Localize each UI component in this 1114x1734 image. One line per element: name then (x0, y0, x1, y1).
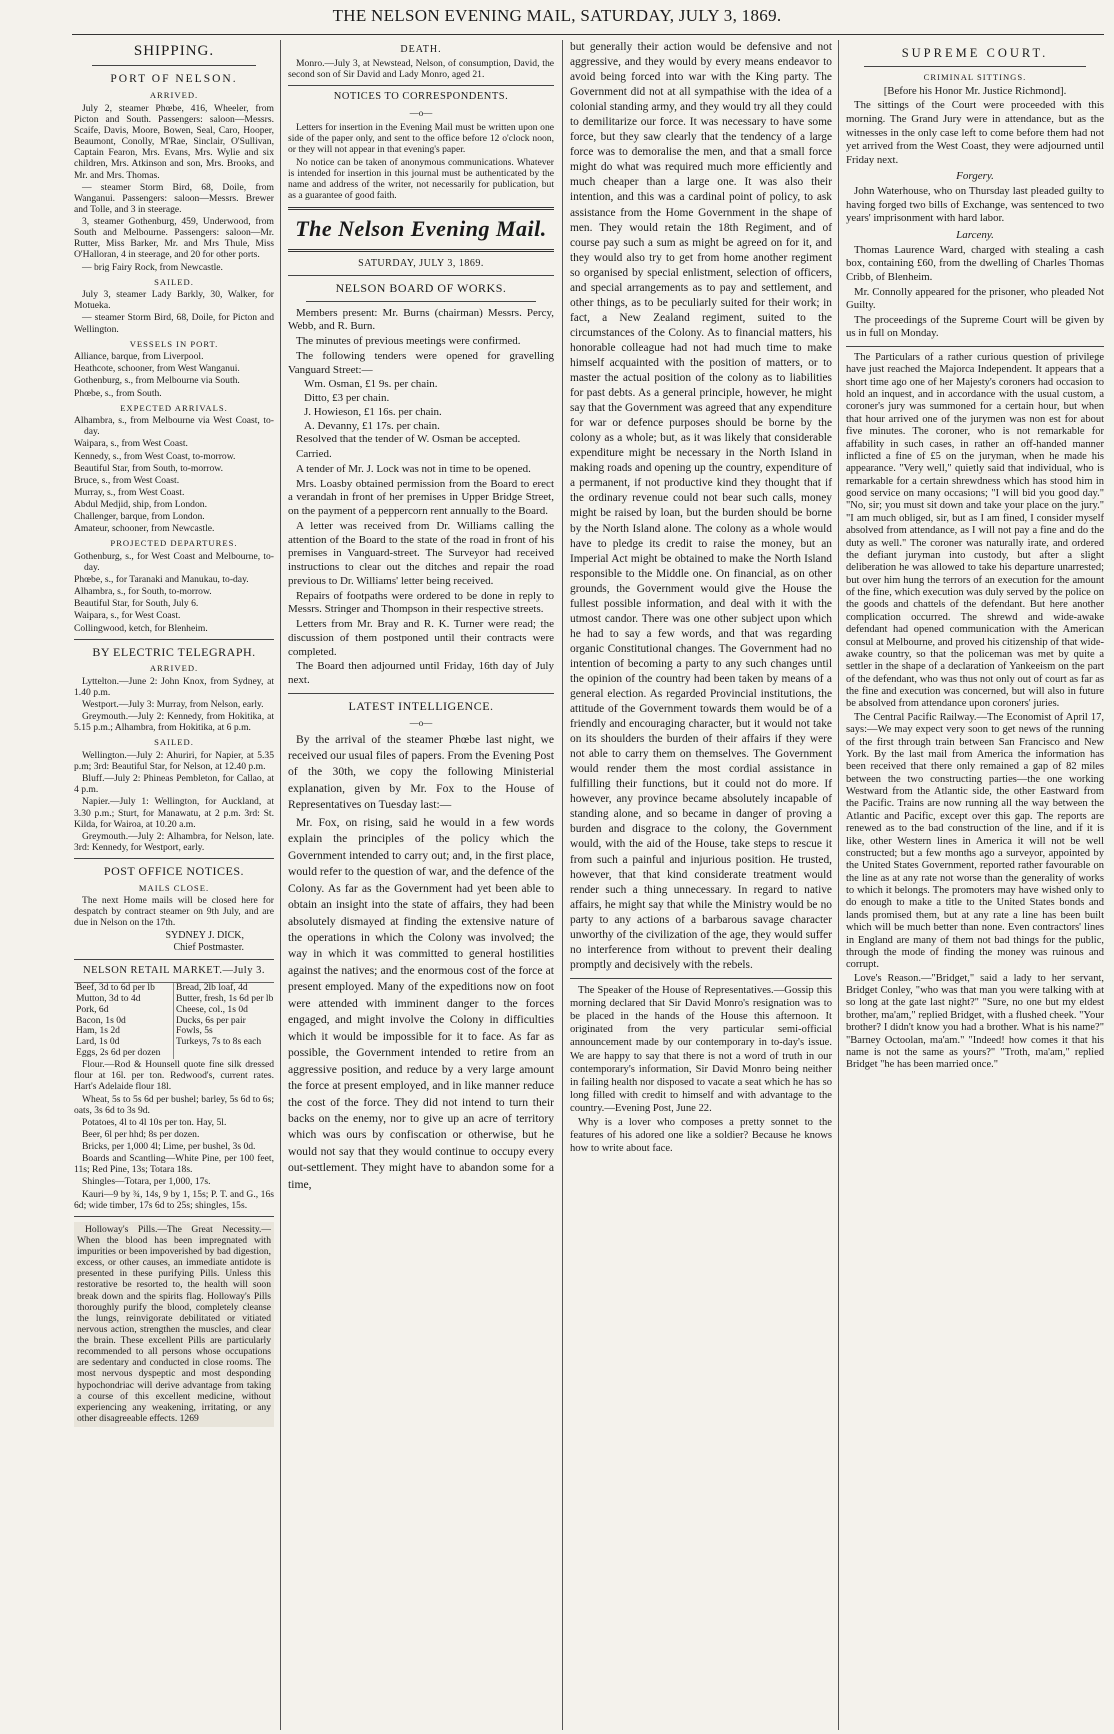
telegraph-entry: Wellington.—July 2: Ahuriri, for Napier, at 5.35 p.m; 3rd: Beautiful Star, for Nelson, at 12.40 p.m. (74, 749, 274, 773)
market-note: Bricks, per 1,000 4l; Lime, per bushel, 3s 0d. (82, 1141, 256, 1153)
expected-entry: Bruce, s., from West Coast. (74, 474, 180, 486)
market-cell: Mutton, 3d to 4d (74, 994, 174, 1005)
divider (74, 858, 274, 859)
expected-entry: Murray, s., from West Coast. (74, 486, 185, 498)
mails-notice: The next Home mails will be closed here for despatch by contract steamer on 9th July, and are due in Nelson on the 17th. (74, 895, 274, 929)
board-paragraph: Carried. (296, 448, 332, 461)
projected-entry: Phœbe, s., for Taranaki and Manukau, to-day. (74, 574, 249, 586)
arrival-entry: — brig Fairy Rock, from Newcastle. (82, 261, 223, 273)
divider (92, 65, 256, 66)
market-cell: Beef, 3d to 6d per lb (74, 983, 174, 994)
correspondent-notice: No notice can be taken of anonymous communications. Whatever is intended for insertion in this journal must be authenticated by the name and address of the writer, not necessarily for publication, but as a guarantee of good faith. (288, 156, 554, 201)
vessel-entry: Phœbe, s., from South. (74, 387, 162, 399)
telegraph-heading: BY ELECTRIC TELEGRAPH. (92, 644, 256, 659)
projected-entry: Collingwood, ketch, for Blenheim. (74, 622, 208, 634)
mails-heading: MAILS CLOSE. (138, 882, 210, 893)
column-court (842, 40, 1108, 1730)
telegraph-entry: Lyttelton.—June 2: John Knox, from Sydney, at 1.40 p.m. (74, 675, 274, 698)
divider (306, 301, 536, 302)
arrived-heading: ARRIVED. (149, 90, 199, 101)
column-continued (566, 40, 836, 1730)
court-judge: [Before his Honor Mr. Justice Richmond]. (883, 84, 1067, 97)
paper-date: SATURDAY, JULY 3, 1869. (358, 257, 484, 269)
larceny-paragraph: The proceedings of the Supreme Court will be given by us in full on Monday. (846, 313, 1104, 340)
projected-entry: Waipara, s., for West Coast. (74, 610, 181, 622)
tender-line: Ditto, £3 per chain. (304, 392, 390, 405)
death-heading: DEATH. (400, 44, 442, 55)
sailed-entry: July 3, steamer Lady Barkly, 30, Walker, for Motueka. (74, 289, 274, 312)
projected-entry: Beautiful Star, for South, July 6. (74, 598, 199, 610)
speaker-paragraph: The Speaker of the House of Representatives.—Gossip this morning declared that Sir David Monro's resignation was to be placed in the hands of the House this afternoon. It originated from the very particular semi-official announcement made by our contemporary in to-day's issue. We are happy to say that there is not a word of truth in our contemporary's information, Sir David Monro being neither in failing health nor disposed to vacate a seat which he has so long filled with credit to himself and with advantage to the country.—Evening Post, June 22. (570, 984, 832, 1115)
divider (288, 85, 554, 86)
board-paragraph: Letters from Mr. Bray and R. K. Turner were read; the discussion of them postponed until their contracts were completed. (288, 618, 554, 658)
death-notice: Monro.—July 3, at Newstead, Nelson, of consumption, David, the second son of Sir David and Lady Monro, aged 21. (288, 58, 554, 81)
board-paragraph: A letter was received from Dr. Williams calling the attention of the Board to the state of the road in front of his premises in Vanguard-street. The Surveyor had received instructions to clear out the ditches and repair the road previous to Dr. Williams' letter being received. (288, 519, 554, 587)
telegraph-entry: Greymouth.—July 2: Kennedy, from Hokitika, at 5.15 p.m.; Alhambra, from Hokitika, at 6 p.m. (74, 711, 274, 734)
latest-paragraph: By the arrival of the steamer Phœbe last night, we received our usual files of papers. From the Evening Post of the 30th, we copy the following Ministerial explanation, given by Mr. Fox to the House of Representatives on Tuesday last:— (288, 732, 554, 812)
market-cell: Turkeys, 7s to 8s each (176, 1036, 262, 1048)
market-note: Beer, 6l per hhd; 8s per dozen. (82, 1128, 200, 1140)
expected-entry: Waipara, s., from West Coast. (74, 438, 188, 450)
port-heading: PORT OF NELSON. (110, 73, 238, 86)
market-cell: Eggs, 2s 6d per dozen (74, 1048, 174, 1059)
divider (74, 959, 274, 960)
masthead-rule (72, 34, 1104, 35)
notices-heading: NOTICES TO CORRESPONDENTS. (333, 91, 509, 103)
arrival-entry: July 2, steamer Phœbe, 416, Wheeler, from Picton and South. Passengers: saloon—Messrs. Scaife, Davis, Moore, Bowen, Seal, Caro, Hooper, Beaumont, Conolly, M'Rae, Sinclair, O'Sullivan, Captain Fearon, Mrs. Evans, Mrs. Wylie and six children, Mrs. Atkinson and son, Mrs. Brooks, and Mr. and Mrs. Thomas. (74, 102, 274, 181)
signature-title: Chief Postmaster. (173, 941, 244, 953)
market-cell: Ham, 1s 2d (74, 1026, 174, 1037)
market-cell (174, 1048, 274, 1059)
ornament: —o— (409, 717, 433, 728)
love-reason-paragraph: Love's Reason.—"Bridget," said a lady to her servant, Bridget Conley, "who was that man you were talking with at so long at the gate last night?" "Sure, no one but my eldest brother, ma'am," replied Bridget, with a flushed cheek. "Your brother? I didn't know you had a brother. What is his name?" "Barney Octoolan, ma'am." "Indeed! how comes it that his name is not the same as yours?" "Troth, ma'am," replied Bridget "he has been married once." (846, 972, 1104, 1071)
column-shipping (70, 40, 278, 1730)
divider (288, 249, 554, 252)
court-paragraph: The sittings of the Court were proceeded with this morning. The Grand Jury were in attendance, but as the witnesses in the only case left to come before them had not yet arrived from the West Coast, they were adjourned until Friday next. (846, 99, 1104, 166)
projected-entry: Alhambra, s., for South, to-morrow. (74, 586, 212, 598)
correspondent-notice: Letters for insertion in the Evening Mail must be written upon one side of the paper only, and sent to the office before 12 o'clock noon, or they will not appear in that evening's paper. (288, 122, 554, 156)
expected-heading: EXPECTED ARRIVALS. (120, 402, 228, 413)
board-paragraph: Members present: Mr. Burns (chairman) Messrs. Percy, Webb, and R. Burn. (288, 306, 554, 333)
signature-name: SYDNEY J. DICK, (165, 929, 244, 941)
vessels-heading: VESSELS IN PORT. (129, 338, 219, 349)
larceny-heading: Larceny. (956, 228, 994, 241)
tender-line: J. Howieson, £1 16s. per chain. (304, 405, 442, 418)
divider (570, 978, 832, 979)
board-paragraph: Mrs. Loasby obtained permission from the Board to erect a verandah in front of her premises in Upper Bridge Street, on the payment of a peppercorn rent annually to the Board. (288, 477, 554, 518)
paper-title: The Nelson Evening Mail. (295, 216, 547, 242)
divider (864, 66, 1086, 67)
sailed-entry: — steamer Storm Bird, 68, Doile, for Picton and Wellington. (74, 312, 274, 335)
expected-entry: Beautiful Star, from South, to-morrow. (74, 462, 224, 474)
market-note: Wheat, 5s to 5s 6d per bushel; barley, 5s 6d to 6s; oats, 3s 6d to 3s 9d. (74, 1093, 274, 1116)
board-paragraph: The Board then adjourned until Friday, 16th day of July next. (288, 660, 554, 687)
divider (846, 346, 1104, 347)
board-heading: NELSON BOARD OF WORKS. (335, 281, 507, 296)
projected-entry: Gothenburg, s., for West Coast and Melbourne, to-day. (74, 550, 274, 573)
column-divider (838, 40, 839, 1730)
telegraph-entry: Greymouth.—July 2: Alhambra, for Nelson, late. 3rd: Kennedy, for Westport, early. (74, 830, 274, 853)
market-note: Flour.—Rod & Hounsell quote fine silk dressed flour at 16l. per ton. Redwood's, current rates. Hart's Adelaide flour 18l. (74, 1059, 274, 1093)
latest-paragraph: Mr. Fox, on rising, said he would in a few words explain the principles of the policy which the Government intended to carry out; and, in the first place, would refer to the question of war, and the defence of the Colony. As far as the Government had yet been able to obtain an insight into the state of affairs, they had been absolutely dismayed at finding the extensive nature of the operations in which the Colony was involved; the way in which it was committed to general hostilities against the natives; and the enormous cost of the force at present employed. Many of the expeditions now on foot were attended with imminent danger to the forces engaged, and might involve the Colony in difficulties which it would be impossible for it to face. As far as possible, the Government intended to retire from an aggressive position, and reduce by a very large amount the force at present employed, and in like manner reduce the cost of the force. They did not intend to turn their backs on the enemy, nor to give up an acre of territory which was ours by confiscation or otherwise, but he would not say that they would continue to occupy every out-settlement. They might have to abandon some for a time, (288, 815, 554, 1191)
board-paragraph: Resolved that the tender of W. Osman be accepted. (296, 433, 521, 446)
telegraph-entry: Napier.—July 1: Wellington, for Auckland, at 3.30 p.m.; Sturt, for Manawatu, at 2 p.m. 3rd: St. Kilda, for Wairoa, at 10.20 a.m. (74, 796, 274, 830)
post-office-heading: POST OFFICE NOTICES. (103, 864, 245, 879)
vessel-entry: Heathcote, schooner, from West Wanganui. (74, 363, 240, 375)
expected-entry: Abdul Medjid, ship, from London. (74, 499, 207, 510)
tender-line: A. Devanny, £1 17s. per chain. (304, 419, 440, 432)
column-divider (280, 40, 281, 1730)
market-cell: Butter, fresh, 1s 6d per lb (176, 992, 274, 1004)
criminal-heading: CRIMINAL SITTINGS. (923, 72, 1027, 83)
railway-paragraph: The Central Pacific Railway.—The Economist of April 17, says:—We may expect very soon to get news of the running of the first through train between San Francisco and New York. By the last mail from America the information has been received that there only remained a gap of 82 miles between the two constructing parties—the one working Westward from the Atlantic side, the other Eastward from the Pacific. Trains are now running all the way between the Atlantic and Pacific, except over this gap. The reports are renewed as to the bad construction of the line, and if it is like, other Western lines in America it will not be well constructed; but a few months ago a surveyor, appointed by the United States Government, reported rather favourable on the line as at any rate not worse than the generality of works to which it belongs. The promoters may have wished only to do enough to make a title to the United States bonds and lands promised them, but at any rate a line has been built which will be much better than none. Even contractors' lines in England are many of them not bad things for the public, through the mode of finding the money was ruinous and corrupt. (846, 711, 1104, 971)
column-editorial (284, 40, 558, 1730)
market-note: Shingles—Totara, per 1,000, 17s. (82, 1176, 211, 1188)
tel-sailed-heading: SAILED. (154, 737, 194, 748)
vessel-entry: Alliance, barque, from Liverpool. (74, 351, 204, 363)
ministerial-statement: but generally their action would be defensive and not aggressive, and they would by every means endeavor to avoid being forced into war with the King party. The Government did not at all sympathise with the idea of a colonial standing army, and they would try all they could to demilitarize our force. It was necessary to have some force, but they saw clearly that the tendency of a large force was to demoralise the men, and that a small force might do what was required much more efficiently and much cheaper than a large one. It was also their intention, and this was a cardinal point of policy, to ask assistance from the Home Government in the shape of men. They would retain the 18th Regiment, and of course pay such a sum as might be agreed on for it, and they would also try to get from home another regiment so organised by special enlistment, selection of officers, and special arrangements as to pay and settlement, and other things, as to be peculiarly suited for their work; in fact, a New Zealand regiment, suited to the circumstances of the Colony. As to financial matters, his honorable colleague had not had much time to make himself acquainted with the position of matters, or to master the actual position of the colony as to liabilities for past debts. As a general principle, however, he might say that the Government was agreed that any expenditure for war or defence purposes should be borne by the colony as a whole; but, as it was likely that considerable expenditure might be necessary in the North Island in making roads and opening up the country, expenditure of a permanent, if not productive kind they thought that if the ordinary revenue could not bear such calls, money might be raised by loan, but the burden should be borne by the North Island alone. The colony as a whole would have to pledge its credit to raise the money, but an Imperial Act might be obtained to make the North Island responsible to the Middle one. On financial, as on other grounds, the Government would give the House the fullest possible information, and deal with it with the utmost candor. There was one other subject upon which he had to say a few words, and that was regarding organic Constitutional changes. The Government had no intention of becoming a party to any such changes until the opinion of the country had been taken by means of a general election. As regarded Provincial institutions, the attitude of the Government towards them would be of a friendly and encouraging character, but it would not take on its shoulders the burden of their affairs if they were not able to carry them on themselves. The Government would render them the most cordial assistance in fulfilling their functions, but it could not do more. If however, any province became absolutely incapable of standing alone, and so became in danger of proving a burden and disgrace to the colony, the Government would, with the aid of the House, take steps to rescue it from such a painful and injurious position. He trusted, however, that that kind considerate treatment would render such a thing unnecessary. In regard to native affairs, he might say that while the Ministry would be no party to any actions of a barbarous savage character unworthy of the civilization of the age, they would suffer no interference from without to prevent their dealing promptly and decisively with the rebels. (570, 41, 832, 971)
expected-entry: Amateur, schooner, from Newcastle. (74, 523, 215, 535)
divider (288, 693, 554, 694)
market-cell: Lard, 1s 0d (74, 1037, 174, 1048)
tender-line: Wm. Osman, £1 9s. per chain. (304, 378, 438, 391)
market-cell: Bread, 2lb loaf, 4d (176, 981, 248, 993)
projected-heading: PROJECTED DEPARTURES. (110, 538, 238, 549)
shipping-heading: SHIPPING. (133, 43, 215, 59)
market-note: Potatoes, 4l to 4l 10s per ton. Hay, 5l. (82, 1116, 227, 1128)
arrival-entry: 3, steamer Gothenburg, 459, Underwood, from South and Melbourne. Passengers: saloon—Mr. Rutter, Miss Barker, Mr. and Mrs Thule, Miss O'Halloran, 4 in steerage, and 20 for other ports. (74, 216, 274, 261)
market-heading: NELSON RETAIL MARKET.—July 3. (83, 964, 265, 976)
expected-entry: Kennedy, s., from West Coast, to-morrow. (74, 450, 236, 462)
market-cell: Bacon, 1s 0d (74, 1016, 174, 1027)
divider (288, 275, 554, 276)
market-note: Boards and Scantling—White Pine, per 100 feet, 11s; Red Pine, 13s; Totara 18s. (74, 1153, 274, 1176)
forgery-paragraph: John Waterhouse, who on Thursday last pleaded guilty to having forged two bills of Exchange, was sentenced to two years' imprisonment with hard labor. (846, 185, 1104, 225)
board-paragraph: The following tenders were opened for gravelling Vanguard Street:— (288, 349, 554, 376)
board-paragraph: Repairs of footpaths were ordered to be done in reply to Messrs. Stringer and Thompson in their respective streets. (288, 589, 554, 616)
sailed-heading: SAILED. (154, 276, 194, 287)
tel-arrived-heading: ARRIVED. (149, 663, 199, 674)
expected-entry: Challenger, barque, from London. (74, 511, 205, 523)
market-cell: Cheese, col., 1s 0d (176, 1003, 248, 1015)
market-table (74, 982, 274, 1059)
vessel-entry: Gothenburg, s., from Melbourne via South. (74, 375, 240, 387)
lover-paragraph: Why is a lover who composes a pretty sonnet to the features of his adored one like a soldier? Because he knows how to write about face. (570, 1117, 832, 1155)
particulars-paragraph: The Particulars of a rather curious question of privilege have just reached the Majorca Independent. It appears that a short time ago one of her Majesty's coroners had occasion to hold an inquest, and in accordance with the usual custom, a coroner's jury was summoned for a certain hour, but when that hour arrived one of the jurymen was non est for about five minutes. The coroner, who is not remarkable for affability in such cases, in rather an off-handed manner inflicted a fine of £5 on the juryman, when he made his appearance. "Very well," quietly said that individual, who is remarkable for a certain shrewdness which has stood him in good service on many occasions; "I will bid you good day." "No, sir; you must sit down and take your place on the jury." "I am much obliged, sir, but as I am fined, I consider myself absolved from attendance, as I will not pay a fine and do the duty as well." The coroner was naturally irate, and ordered the defiant juryman into custody, but after a slight deliberation he was allowed to take his departure unarrested; but over him hung the terrors of an execution for the amount of the fine, which execution was duly served by the police on the goods and chattels of the defendant. But here another complication occurred. The shrewd and wide-awake defendant had opened communication with the American consul at Melbourne, and proved his citizenship of that wide-awake country, so that the policeman was met by quite a settler in the shape of a declaration of Yankeeism on the part of the defendant, who was thus not only out of court as far as the fine and execution was concerned, but will also in future be absolved from attendance upon coroners' juries. (846, 351, 1104, 710)
market-cell: Ducks, 6s per pair (176, 1014, 246, 1026)
forgery-heading: Forgery. (956, 170, 994, 183)
ornament: —o— (409, 108, 433, 119)
market-note: Kauri—9 by ¾, 14s, 9 by 1, 15s; P. T. and G., 16s 6d; wide timber, 17s 6d to 25s; shingles, 15s. (74, 1188, 274, 1211)
holloway-advert: Holloway's Pills.—The Great Necessity.—When the blood has been impregnated with impurities or been impoverished by bad digestion, excess, or other causes, an immediate antidote is presented in these purifying Pills. Unless this restorative be resorted to, the health will soon break down and the spirits flag. Holloway's Pills thoroughly purify the blood, completely cleanse the lungs, reinvigorate debilitated or vitiated nervous action, strengthen the muscles, and clear the brain. These excellent Pills are particularly recommended to all persons whose occupations are sedentary and conducted in close rooms. The most nervous dyspeptic and most desponding hypochondriac will derive advantage from taking a course of this excellent medicine, without experiencing any weakening, irritating, or any other disagreeable effects. 1269 (77, 1223, 271, 1424)
expected-entry: Alhambra, s., from Melbourne via West Coast, to-day. (74, 415, 274, 438)
market-cell: Pork, 6d (74, 1005, 174, 1016)
divider (74, 1216, 274, 1217)
board-paragraph: The minutes of previous meetings were confirmed. (296, 335, 521, 348)
divider (74, 639, 274, 640)
court-heading: SUPREME COURT. (901, 46, 1049, 60)
column-divider (562, 40, 563, 1730)
market-cell: Fowls, 5s (176, 1025, 213, 1037)
masthead: THE NELSON EVENING MAIL, SATURDAY, JULY 3, 1869. (332, 6, 782, 25)
arrival-entry: — steamer Storm Bird, 68, Doile, from Wanganui. Passengers: saloon—Messrs. Brewer and Tolle, and 3 in steerage. (74, 181, 274, 215)
latest-heading: LATEST INTELLIGENCE. (348, 698, 494, 713)
larceny-paragraph: Thomas Laurence Ward, charged with stealing a cash box, containing £60, from the dwelling of Charles Thomas Cribb, of Blenheim. (846, 243, 1104, 283)
divider (288, 207, 554, 210)
board-paragraph: A tender of Mr. J. Lock was not in time to be opened. (296, 462, 531, 475)
telegraph-entry: Bluff.—July 2: Phineas Pembleton, for Callao, at 4 p.m. (74, 773, 274, 796)
telegraph-entry: Westport.—July 3: Murray, from Nelson, early. (82, 699, 264, 711)
larceny-paragraph: Mr. Connolly appeared for the prisoner, who pleaded Not Guilty. (846, 285, 1104, 312)
